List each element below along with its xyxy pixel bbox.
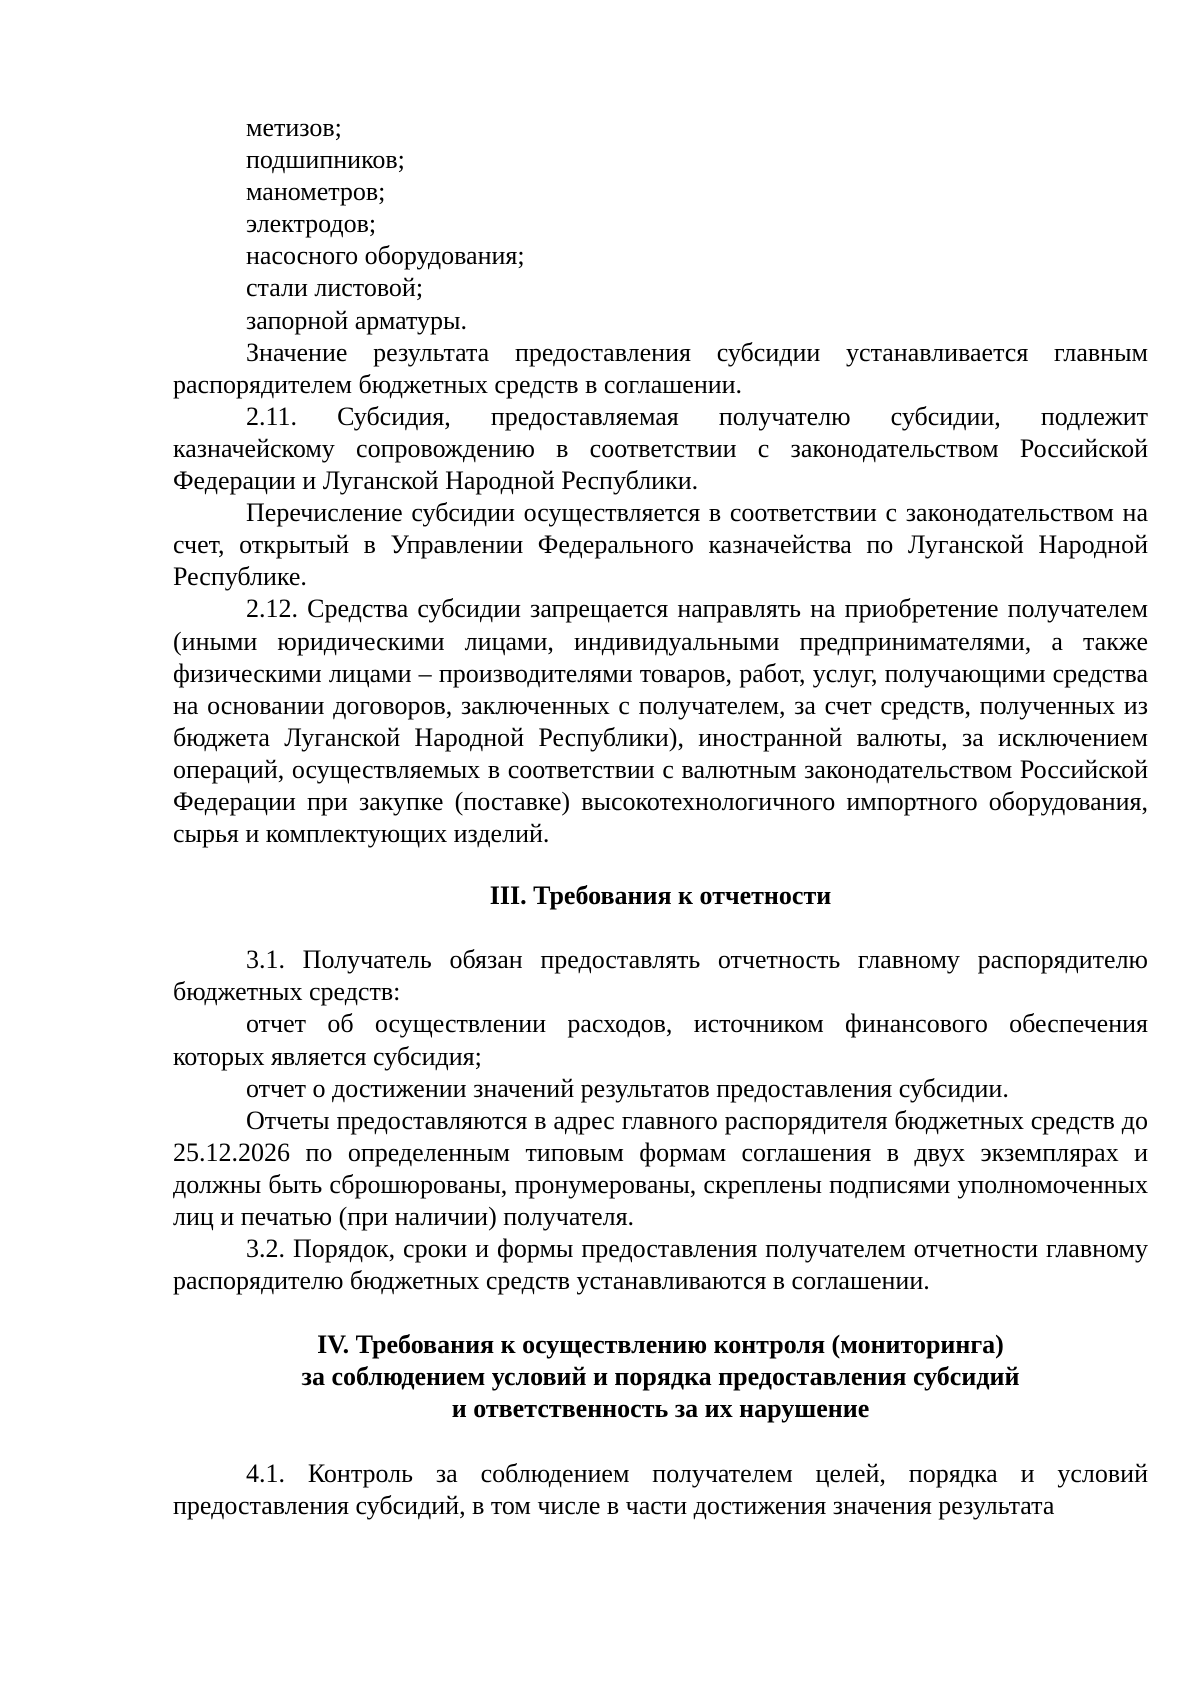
- paragraph-3-2: 3.2. Порядок, сроки и формы предоставления получателем отчетности главному распорядителю бюджетных средств устанавливаются в соглашении.: [173, 1234, 1148, 1296]
- list-item: метизов;: [246, 113, 342, 142]
- list-item: насосного оборудования;: [246, 241, 525, 271]
- paragraph-report-results: отчет о достижении значений результатов предоставления субсидии.: [246, 1073, 1009, 1103]
- section-4-title-line: IV. Требования к осуществлению контроля (мониторинга): [317, 1330, 1004, 1360]
- paragraph-2-12: 2.12. Средства субсидии запрещается направлять на приобретение получателем (иными юридическими лицами, индивидуальными предпринимателями, а также физическими лицами – производителями товаров, работ, услуг, получающими средства на основании договоров, заключенных с получателем, за счет средств, полученных из бюджета Луганской Народной Республики), иностранной валюты, за исключением операций, осуществляемых в соответствии с валютным законодательством Российской Федерации при закупке (поставке) высокотехнологичного импортного оборудования, сырья и комплектующих изделий.: [173, 594, 1148, 849]
- paragraph-4-1: 4.1. Контроль за соблюдением получателем целей, порядка и условий предоставления субсидий, в том числе в части достижения значения результата: [173, 1458, 1148, 1520]
- list-item: подшипников;: [246, 145, 405, 175]
- paragraph-report-expenses: отчет об осуществлении расходов, источником финансового обеспечения которых является субсидия;: [173, 1009, 1148, 1071]
- document-page: [173, 112, 1148, 1522]
- section-4-title-line: и ответственность за их нарушение: [451, 1394, 870, 1424]
- section-4-title: [173, 1329, 1148, 1425]
- paragraph-transfer: Перечисление субсидии осуществляется в соответствии с законодательством на счет, открытый в Управлении Федерального казначейства по Луганской Народной Республике.: [173, 498, 1148, 592]
- paragraph-result-value: Значение результата предоставления субсидии устанавливается главным распорядителем бюджетных средств в соглашении.: [173, 337, 1148, 399]
- list-item: электродов;: [246, 209, 377, 239]
- paragraph-2-11: 2.11. Субсидия, предоставляемая получателю субсидии, подлежит казначейскому сопровождению в соответствии с законодательством Российской Федерации и Луганской Народной Республики.: [173, 401, 1148, 496]
- paragraph-reports-deadline: Отчеты предоставляются в адрес главного распорядителя бюджетных средств до 25.12.2026 по определенным типовым формам соглашения в двух экземплярах и должны быть сброшюрованы, пронумерованы, скреплены подписями уполномоченных лиц и печатью (при наличии) получателя.: [173, 1105, 1148, 1231]
- list-item: манометров;: [246, 177, 386, 207]
- list-item: запорной арматуры.: [246, 305, 467, 335]
- list-item: стали листовой;: [246, 273, 424, 303]
- paragraph-3-1: 3.1. Получатель обязан предоставлять отчетность главному распорядителю бюджетных средств:: [173, 945, 1148, 1007]
- section-4-title-line: за соблюдением условий и порядка предоставления субсидий: [301, 1362, 1020, 1392]
- section-3-title: III. Требования к отчетности: [489, 881, 832, 911]
